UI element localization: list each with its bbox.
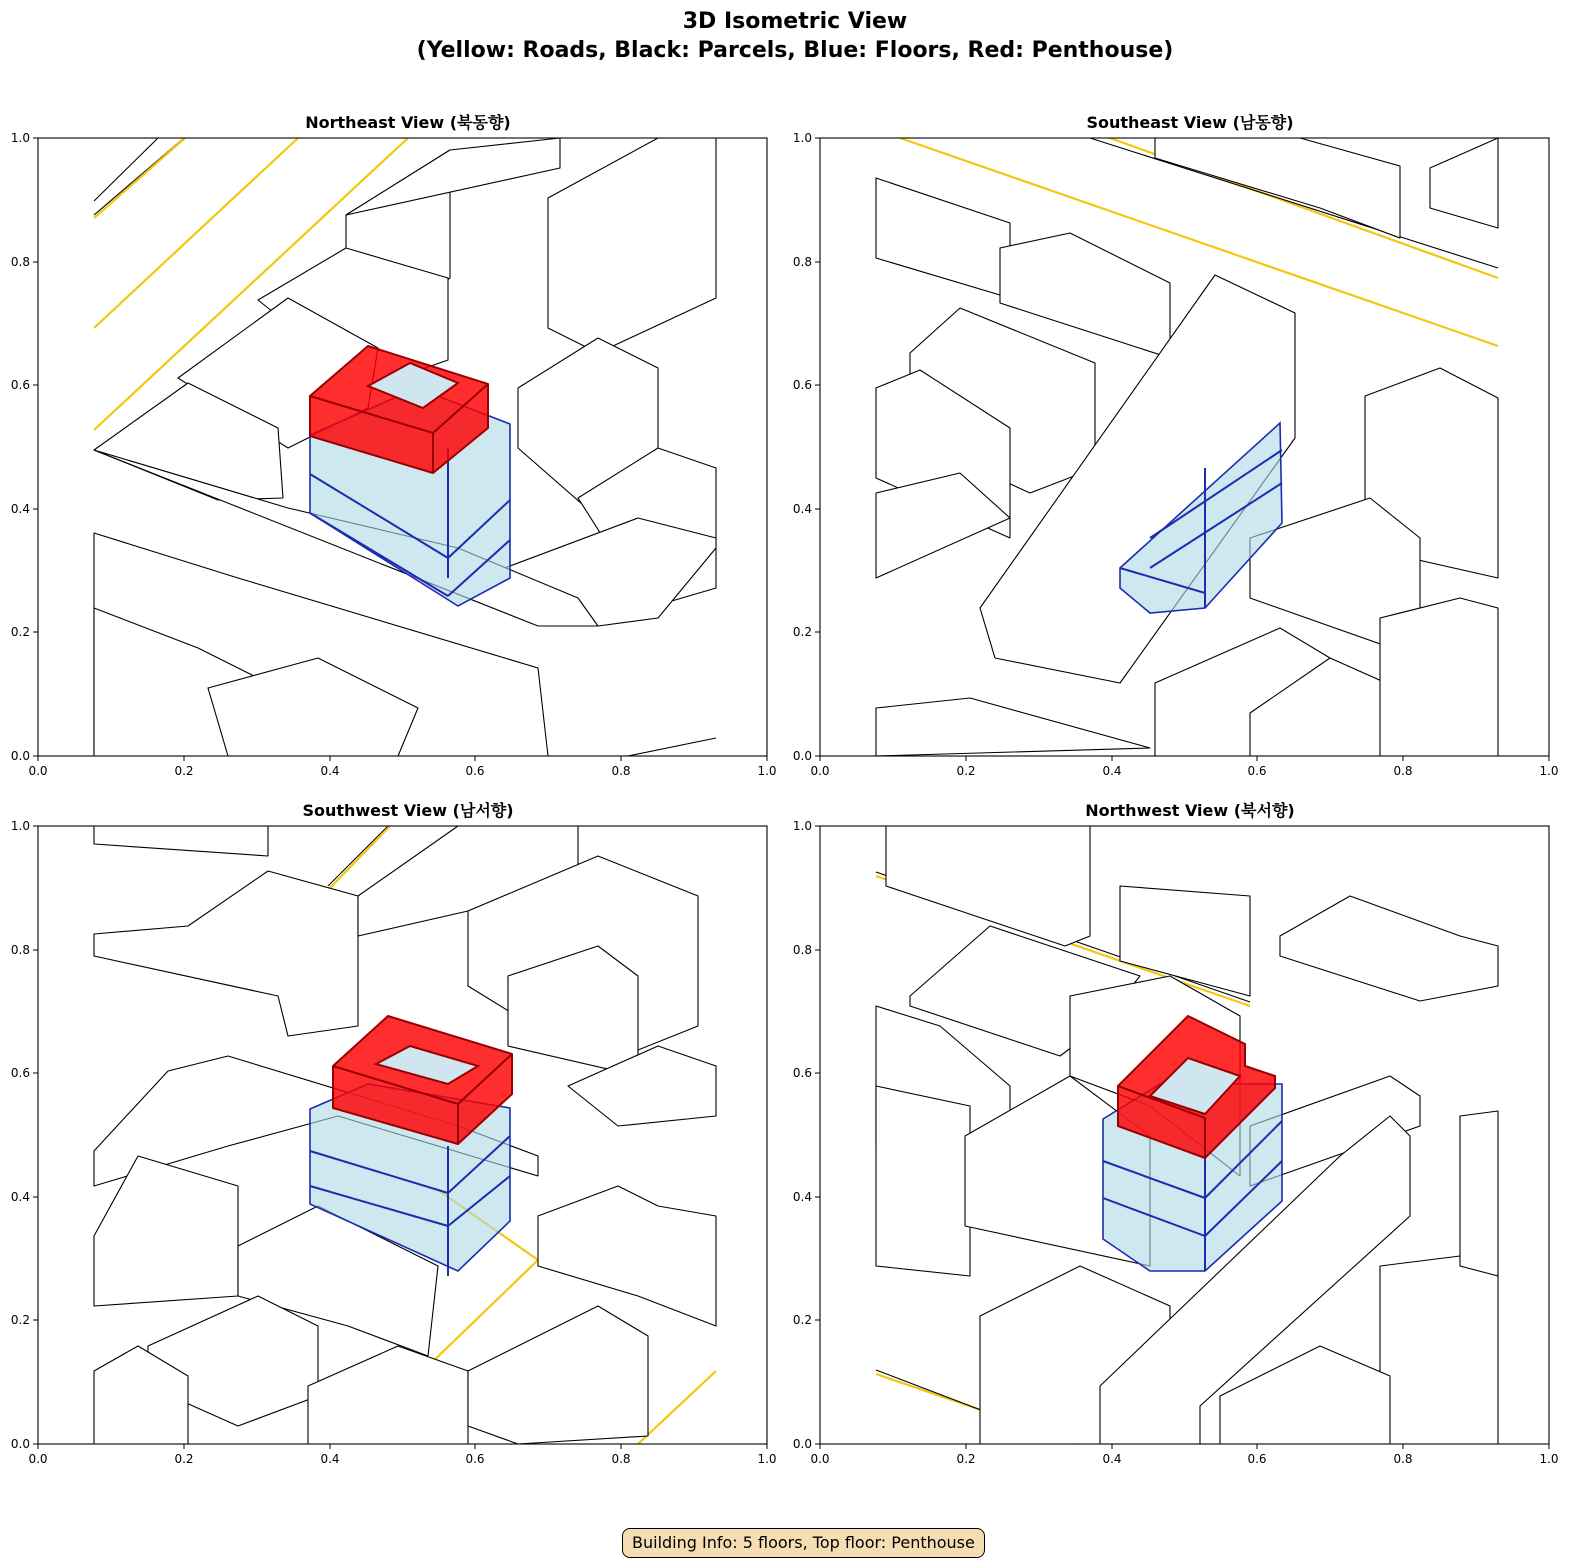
figure-title-line1: 3D Isometric View bbox=[682, 9, 908, 34]
svg-text:1.0: 1.0 bbox=[1539, 1452, 1559, 1466]
svg-text:0.6: 0.6 bbox=[10, 378, 30, 392]
svg-text:0.6: 0.6 bbox=[1247, 764, 1267, 778]
svg-text:0.6: 0.6 bbox=[10, 1066, 30, 1080]
building-info-box: Building Info: 5 floors, Top floor: Penthouse bbox=[622, 1528, 985, 1558]
svg-text:0.6: 0.6 bbox=[792, 1066, 812, 1080]
panel-northwest bbox=[793, 801, 1559, 1466]
svg-text:1.0: 1.0 bbox=[757, 764, 777, 778]
panel-southwest bbox=[11, 801, 777, 1466]
svg-text:0.4: 0.4 bbox=[10, 502, 30, 516]
svg-text:0.2: 0.2 bbox=[174, 1452, 194, 1466]
svg-text:0.0: 0.0 bbox=[810, 764, 830, 778]
svg-text:0.8: 0.8 bbox=[611, 1452, 631, 1466]
svg-text:0.8: 0.8 bbox=[792, 943, 812, 957]
svg-text:0.0: 0.0 bbox=[792, 749, 812, 763]
svg-text:0.0: 0.0 bbox=[792, 1437, 812, 1451]
svg-text:1.0: 1.0 bbox=[1539, 764, 1559, 778]
svg-text:0.6: 0.6 bbox=[465, 1452, 485, 1466]
y-ticks-southwest bbox=[11, 819, 38, 1451]
svg-text:0.2: 0.2 bbox=[956, 764, 976, 778]
svg-text:0.4: 0.4 bbox=[792, 502, 812, 516]
svg-text:0.0: 0.0 bbox=[28, 764, 48, 778]
panel-title-northeast: Northeast View (북동향) bbox=[305, 113, 511, 132]
svg-text:1.0: 1.0 bbox=[792, 131, 812, 145]
svg-text:0.0: 0.0 bbox=[10, 749, 30, 763]
svg-text:0.2: 0.2 bbox=[174, 764, 194, 778]
panel-title-southeast: Southeast View (남동향) bbox=[1086, 113, 1294, 132]
svg-text:0.2: 0.2 bbox=[792, 625, 812, 639]
svg-text:0.4: 0.4 bbox=[1102, 1452, 1122, 1466]
scene-southeast bbox=[876, 138, 1498, 756]
panel-title-southwest: Southwest View (남서향) bbox=[302, 801, 514, 820]
svg-text:0.8: 0.8 bbox=[1393, 1452, 1413, 1466]
svg-text:0.0: 0.0 bbox=[10, 1437, 30, 1451]
svg-text:0.8: 0.8 bbox=[611, 764, 631, 778]
svg-text:0.4: 0.4 bbox=[792, 1190, 812, 1204]
svg-text:0.6: 0.6 bbox=[1247, 1452, 1267, 1466]
x-ticks-southwest bbox=[28, 1444, 776, 1466]
scene-northwest bbox=[876, 826, 1498, 1444]
svg-text:0.0: 0.0 bbox=[810, 1452, 830, 1466]
svg-text:1.0: 1.0 bbox=[792, 819, 812, 833]
svg-text:1.0: 1.0 bbox=[10, 131, 30, 145]
scene-southwest bbox=[94, 826, 716, 1444]
panel-title-northwest: Northwest View (북서향) bbox=[1085, 801, 1295, 820]
x-ticks-southeast bbox=[810, 756, 1558, 778]
svg-text:1.0: 1.0 bbox=[10, 819, 30, 833]
panel-southeast bbox=[793, 113, 1559, 778]
x-ticks-northeast bbox=[28, 756, 776, 778]
y-ticks-southeast bbox=[793, 131, 820, 763]
svg-text:0.2: 0.2 bbox=[10, 625, 30, 639]
svg-text:0.6: 0.6 bbox=[465, 764, 485, 778]
svg-text:0.4: 0.4 bbox=[320, 1452, 340, 1466]
svg-text:0.8: 0.8 bbox=[792, 255, 812, 269]
svg-text:0.6: 0.6 bbox=[792, 378, 812, 392]
figure-title-line2: (Yellow: Roads, Black: Parcels, Blue: Floors, Red: Penthouse) bbox=[416, 38, 1174, 63]
svg-text:0.8: 0.8 bbox=[10, 943, 30, 957]
svg-text:0.8: 0.8 bbox=[10, 255, 30, 269]
svg-text:0.4: 0.4 bbox=[1102, 764, 1122, 778]
svg-text:0.8: 0.8 bbox=[1393, 764, 1413, 778]
y-ticks-northeast bbox=[11, 131, 38, 763]
svg-text:0.2: 0.2 bbox=[10, 1313, 30, 1327]
y-ticks-northwest bbox=[793, 819, 820, 1451]
svg-text:1.0: 1.0 bbox=[757, 1452, 777, 1466]
svg-text:0.2: 0.2 bbox=[792, 1313, 812, 1327]
svg-text:0.4: 0.4 bbox=[10, 1190, 30, 1204]
scene-northeast bbox=[94, 138, 716, 756]
x-ticks-northwest bbox=[810, 1444, 1558, 1466]
svg-text:0.2: 0.2 bbox=[956, 1452, 976, 1466]
panel-northeast bbox=[11, 113, 777, 778]
svg-text:0.0: 0.0 bbox=[28, 1452, 48, 1466]
svg-text:0.4: 0.4 bbox=[320, 764, 340, 778]
